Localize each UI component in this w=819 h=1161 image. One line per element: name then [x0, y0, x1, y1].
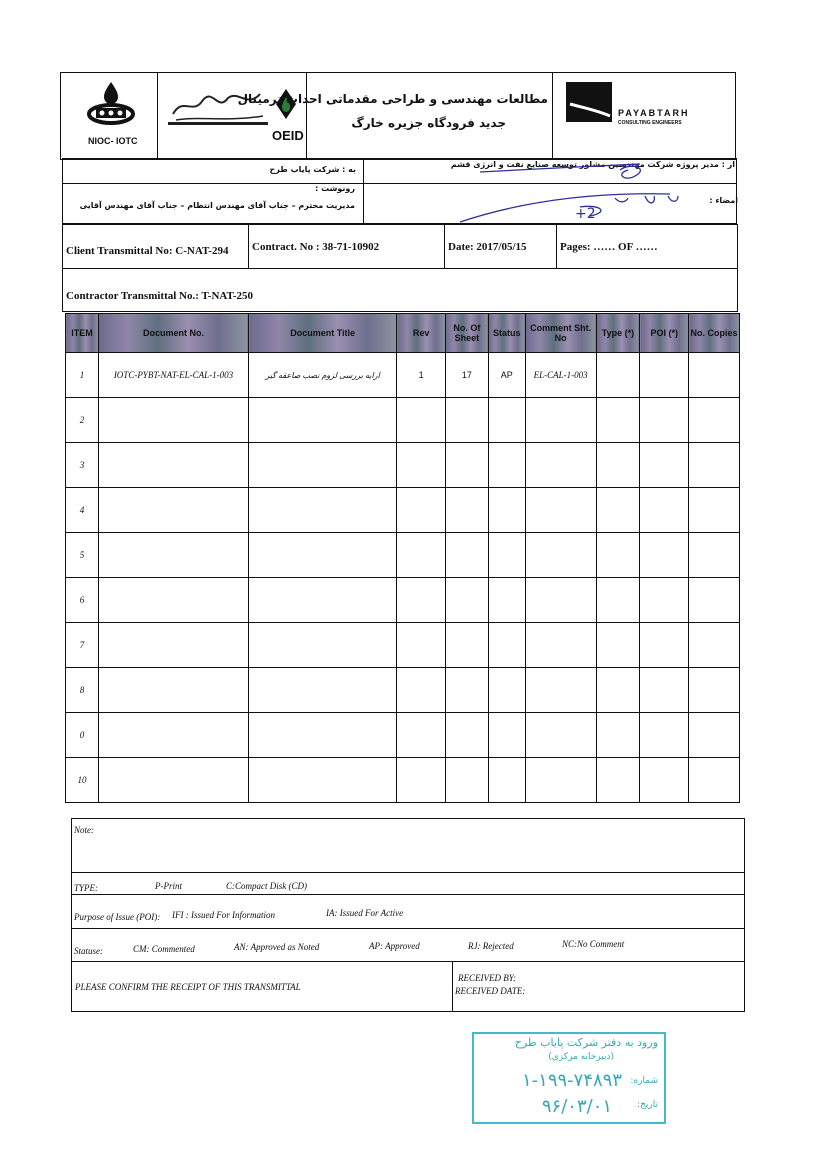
address-col-divider [363, 158, 364, 224]
col-header-comment-sht: Comment Sht. No [525, 314, 596, 353]
client-transmittal-no: Client Transmittal No: C-NAT-294 [66, 245, 229, 257]
cell-sheets [445, 758, 488, 803]
cell-comment-sht [525, 623, 596, 668]
cell-item: 8 [66, 668, 99, 713]
cell-document-no [98, 398, 248, 443]
cell-status [488, 578, 525, 623]
footer-col-divider [452, 961, 453, 1012]
cell-poi [640, 398, 689, 443]
col-header-item: ITEM [66, 314, 99, 353]
payabtarh-logo-mark [566, 82, 612, 122]
cell-copies [689, 398, 740, 443]
cell-type [596, 623, 640, 668]
cell-item: 4 [66, 488, 99, 533]
cell-document-no [98, 443, 248, 488]
cell-document-title [249, 668, 397, 713]
cell-comment-sht: EL-CAL-1-003 [525, 353, 596, 398]
cell-sheets [445, 533, 488, 578]
stamp-line1: ورود به دفتر شرکت پایاب طرح [514, 1036, 658, 1049]
cell-sheets [445, 443, 488, 488]
from-field: از : مدیر پروژه شرکت مهندسین مشاور توسعه صنایع نفت و انرژی قشم [450, 160, 735, 169]
cell-document-no [98, 713, 248, 758]
stamp-date-label: تاریخ: [637, 1100, 658, 1110]
table-row [66, 353, 740, 398]
project-title-line1: مطالعات مهندسی و طراحی مقدماتی احداث ترمینال [237, 92, 548, 106]
cell-poi [640, 623, 689, 668]
contractor-transmittal-no: Contractor Transmittal No.: T-NAT-250 [66, 290, 253, 302]
cell-item: 6 [66, 578, 99, 623]
cell-status [488, 713, 525, 758]
info-col-divider-2 [444, 224, 445, 268]
table-header-row [66, 314, 740, 353]
cell-copies [689, 488, 740, 533]
received-date-label: RECEIVED DATE: [455, 986, 526, 996]
poi-label: Purpose of Issue (POI): [74, 912, 161, 922]
cell-copies [689, 668, 740, 713]
stamp-number-label: شماره: [630, 1076, 658, 1086]
footer-divider-3 [71, 928, 745, 929]
table-row [66, 668, 740, 713]
type-label: TYPE: [74, 883, 99, 893]
table-row [66, 578, 740, 623]
type-print: P-Print [155, 881, 182, 891]
poi-ia: IA: Issued For Active [326, 908, 404, 918]
cell-document-title [249, 488, 397, 533]
cell-item: 1 [66, 353, 99, 398]
cell-poi [640, 578, 689, 623]
cell-poi [640, 758, 689, 803]
cell-document-title [249, 533, 397, 578]
cell-type [596, 668, 640, 713]
cell-document-title [249, 443, 397, 488]
cell-sheets [445, 578, 488, 623]
col-header-poi: POI (*) [640, 314, 689, 353]
table-row [66, 533, 740, 578]
footer-divider-4 [71, 961, 745, 962]
cell-type [596, 533, 640, 578]
cell-status [488, 533, 525, 578]
col-header-sheets: No. Of Sheet [445, 314, 488, 353]
table-row [66, 713, 740, 758]
cell-poi [640, 713, 689, 758]
consultant-subtitle: CONSULTING ENGINEERS [618, 120, 682, 126]
transmittal-date: Date: 2017/05/15 [448, 241, 527, 253]
receipt-stamp [472, 1032, 666, 1124]
cell-item: 10 [66, 758, 99, 803]
table-row [66, 488, 740, 533]
cell-rev [397, 443, 446, 488]
cell-poi [640, 353, 689, 398]
cell-comment-sht [525, 758, 596, 803]
cell-item: 7 [66, 623, 99, 668]
cell-sheets [445, 668, 488, 713]
cell-type [596, 758, 640, 803]
cell-sheets [445, 398, 488, 443]
cell-item: 5 [66, 533, 99, 578]
stamp-line2: (دبیرخانه مرکزی) [548, 1052, 614, 1062]
poi-ifi: IFI : Issued For Information [172, 910, 275, 920]
table-row [66, 398, 740, 443]
col-header-rev: Rev [397, 314, 446, 353]
oeid-logo-text: OEID [272, 128, 304, 143]
cell-poi [640, 533, 689, 578]
status-cm: CM: Commented [133, 944, 195, 954]
cell-copies [689, 623, 740, 668]
cell-item: 0 [66, 713, 99, 758]
col-header-document-no: Document No. [98, 314, 248, 353]
cell-copies [689, 713, 740, 758]
cell-status [488, 623, 525, 668]
cell-status: AP [488, 353, 525, 398]
note-label: Note: [74, 825, 94, 835]
cell-item: 2 [66, 398, 99, 443]
cell-document-title [249, 623, 397, 668]
cc-text: مدیریت محترم – جناب آقای مهندس انتظام – جناب آقای مهندس آقایی [79, 201, 355, 210]
cell-poi [640, 488, 689, 533]
col-header-type: Type (*) [596, 314, 640, 353]
cell-sheets [445, 713, 488, 758]
cell-document-no [98, 623, 248, 668]
cc-label: رونوشت : [315, 184, 355, 193]
header-divider-2 [306, 72, 307, 160]
cell-document-no [98, 488, 248, 533]
footer-divider-1 [71, 872, 745, 873]
signature-label: امضاء : [709, 196, 738, 205]
stamp-date-value: ۹۶/۰۳/۰۱ [541, 1096, 612, 1117]
table-row [66, 758, 740, 803]
cell-poi [640, 668, 689, 713]
info-col-divider-1 [248, 224, 249, 268]
cell-sheets [445, 488, 488, 533]
header-divider-3 [552, 72, 553, 160]
cell-rev [397, 713, 446, 758]
cell-comment-sht [525, 713, 596, 758]
cell-document-title [249, 398, 397, 443]
cell-type [596, 578, 640, 623]
cell-rev [397, 668, 446, 713]
cell-document-title: ارایه بررسی لزوم نصب صاعقه گیر [249, 353, 397, 398]
cell-rev [397, 533, 446, 578]
cell-type [596, 488, 640, 533]
nioc-logo-caption: NIOC- IOTC [88, 136, 138, 146]
footer-divider-2 [71, 894, 745, 895]
cell-status [488, 758, 525, 803]
handwritten-signature [440, 152, 710, 232]
status-label: Statuse: [74, 946, 103, 956]
cell-type [596, 713, 640, 758]
cell-status [488, 668, 525, 713]
cell-document-title [249, 758, 397, 803]
cell-sheets: 17 [445, 353, 488, 398]
project-title-line2: جدید فرودگاه جزیره خارگ [351, 116, 506, 130]
col-header-copies: No. Copies [689, 314, 740, 353]
cell-document-no: IOTC-PYBT-NAT-EL-CAL-1-003 [98, 353, 248, 398]
svg-text:+2: +2 [575, 206, 596, 222]
cell-copies [689, 353, 740, 398]
status-rj: RJ: Rejected [468, 941, 514, 951]
stamp-number-value: ۱-۱۹۹-۷۴۸۹۳ [521, 1070, 622, 1091]
cell-status [488, 443, 525, 488]
cell-rev [397, 488, 446, 533]
cell-copies [689, 533, 740, 578]
cell-status [488, 398, 525, 443]
cell-item: 3 [66, 443, 99, 488]
cell-rev: 1 [397, 353, 446, 398]
header-divider-1 [157, 72, 158, 160]
cell-comment-sht [525, 398, 596, 443]
cell-comment-sht [525, 533, 596, 578]
cell-rev [397, 623, 446, 668]
consultant-name: PAYABTARH [618, 108, 690, 118]
cell-document-no [98, 578, 248, 623]
status-ap: AP: Approved [369, 941, 420, 951]
cell-comment-sht [525, 443, 596, 488]
cell-copies [689, 578, 740, 623]
received-by-label: RECEIVED BY: [458, 973, 517, 983]
cell-status [488, 488, 525, 533]
cell-rev [397, 578, 446, 623]
document-table [65, 313, 740, 803]
cell-poi [640, 443, 689, 488]
cell-document-title [249, 578, 397, 623]
cell-comment-sht [525, 578, 596, 623]
cell-copies [689, 443, 740, 488]
status-nc: NC:No Comment [562, 939, 625, 949]
col-header-document-title: Document Title [249, 314, 397, 353]
status-an: AN: Approved as Noted [234, 942, 320, 952]
cell-type [596, 398, 640, 443]
cell-type [596, 443, 640, 488]
type-cd: C:Compact Disk (CD) [226, 881, 307, 891]
cell-document-title [249, 713, 397, 758]
cell-comment-sht [525, 668, 596, 713]
cell-comment-sht [525, 488, 596, 533]
cell-rev [397, 758, 446, 803]
table-row [66, 443, 740, 488]
cell-sheets [445, 623, 488, 668]
table-row [66, 623, 740, 668]
cell-document-no [98, 758, 248, 803]
col-header-status: Status [488, 314, 525, 353]
cell-document-no [98, 668, 248, 713]
info-col-divider-3 [556, 224, 557, 268]
confirm-receipt-text: PLEASE CONFIRM THE RECEIPT OF THIS TRANSMITTAL [75, 982, 301, 992]
to-field: به : شرکت پایاب طرح [269, 165, 356, 174]
cell-document-no [98, 533, 248, 578]
contract-no: Contract. No : 38-71-10902 [252, 241, 380, 253]
nioc-logo [86, 80, 136, 126]
pages-count: Pages: …… OF …… [560, 241, 658, 253]
info-row-divider [62, 268, 738, 269]
cell-rev [397, 398, 446, 443]
cell-type [596, 353, 640, 398]
cell-copies [689, 758, 740, 803]
